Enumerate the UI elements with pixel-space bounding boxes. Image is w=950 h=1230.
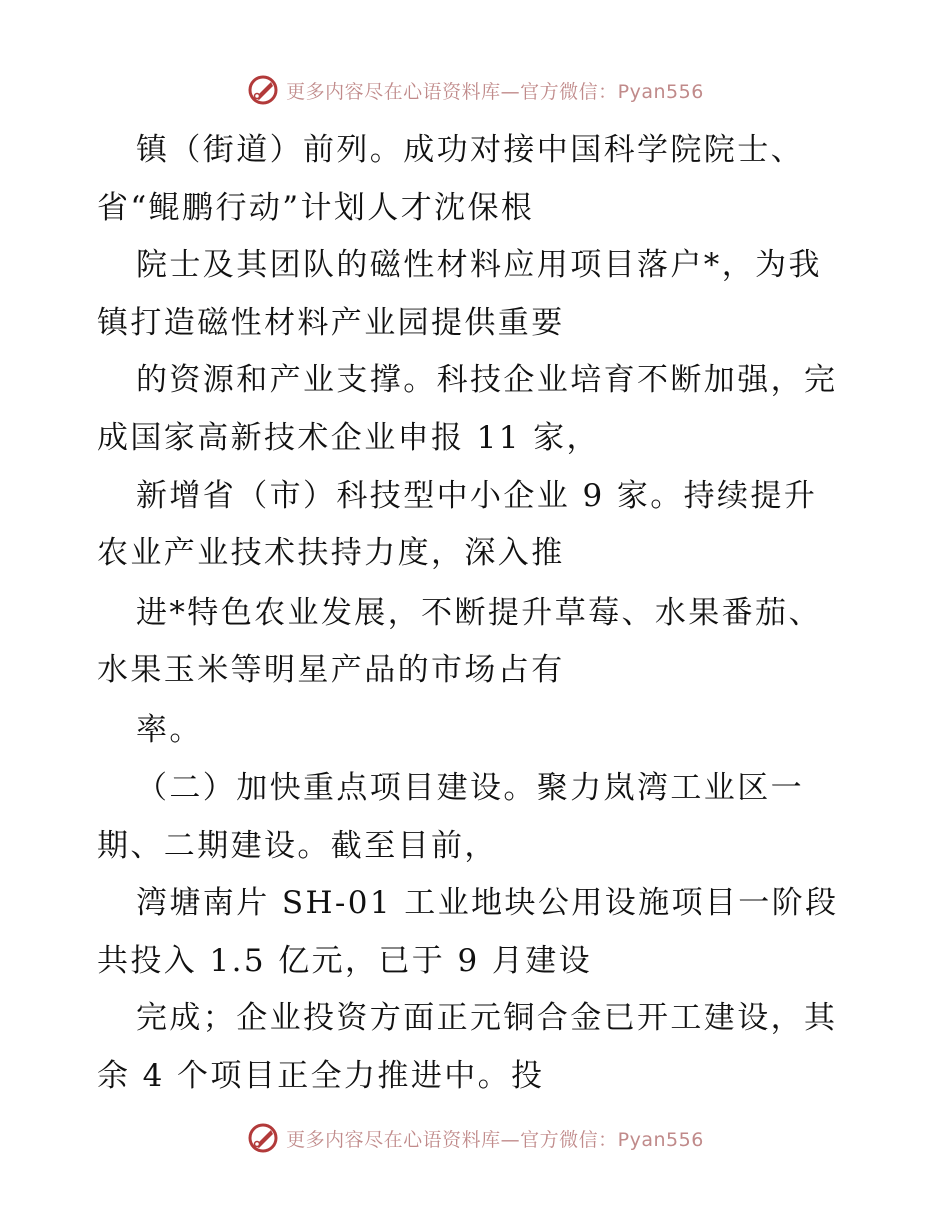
text-line: 新增省（市）科技型中小企业 9 家。持续提升 — [136, 478, 818, 514]
text-line: 院士及其团队的磁性材料应用项目落户*，为我 — [136, 247, 822, 283]
text-line: （二）加快重点项目建设。聚力岚湾工业区一 — [136, 770, 804, 806]
text-line: 镇打造磁性材料产业园提供重要 — [97, 305, 565, 341]
text-line: 共投入 1.5 亿元，已于 9 月建设 — [97, 943, 593, 979]
footer-watermark-text: 更多内容尽在心语资料库—官方微信：Pyan556 — [286, 1128, 704, 1151]
text-line: 余 4 个项目正全力推进中。投 — [97, 1058, 545, 1094]
footer-watermark-banner — [0, 1118, 950, 1158]
text-line: 湾塘南片 SH-01 工业地块公用设施项目一阶段 — [136, 885, 839, 921]
header-watermark-banner — [0, 70, 950, 110]
red-quill-seal-icon — [246, 1121, 280, 1155]
text-line: 省“鲲鹏行动”计划人才沈保根 — [97, 190, 535, 226]
text-line: 农业产业技术扶持力度，深入推 — [97, 535, 565, 571]
text-line: 期、二期建设。截至目前， — [97, 828, 498, 864]
text-line: 镇（街道）前列。成功对接中国科学院院士、 — [136, 132, 804, 168]
header-watermark-text: 更多内容尽在心语资料库—官方微信：Pyan556 — [286, 80, 704, 103]
text-line: 完成；企业投资方面正元铜合金已开工建设，其 — [136, 1000, 838, 1036]
text-line: 水果玉米等明星产品的市场占有 — [97, 652, 565, 688]
red-quill-seal-icon — [246, 73, 280, 107]
text-line: 率。 — [136, 712, 203, 748]
text-line: 成国家高新技术企业申报 11 家， — [97, 420, 600, 456]
text-line: 进*特色农业发展，不断提升草莓、水果番茄、 — [136, 595, 822, 631]
text-line: 的资源和产业支撑。科技企业培育不断加强，完 — [136, 362, 838, 398]
